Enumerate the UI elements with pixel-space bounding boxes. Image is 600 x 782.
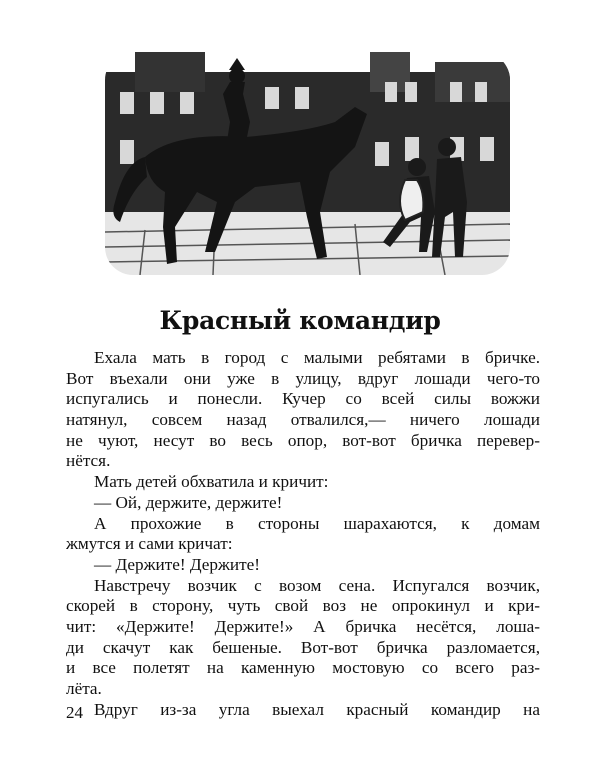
text-line: нётся. [66,451,111,471]
text-line: не чуют, несут во весь опор, вот-вот бричка перевер- [66,430,540,450]
story-text [66,348,540,720]
text-line: Ехала мать в город с малыми ребятами в бричке. [94,348,540,367]
text-line: — Держите! Держите! [94,554,260,574]
text-line: А прохожие в стороны шарахаются, к домам [94,513,540,533]
text-line: лёта. [66,679,102,698]
text-line: скорей в сторону, чуть свой воз не опрокинул и кри- [66,596,540,616]
illustration-red-commander [105,52,510,275]
text-line: натянул, совсем назад отвалился,— ничего лошади [66,410,540,430]
text-line: чит: «Держите! Держите!» А бричка несётся, лоша- [66,616,540,636]
text-line: Вдруг из-за угла выехал красный командир на [94,699,540,719]
text-line: испугались и понесли. Кучер со всей силы вожжи [66,389,540,409]
text-line: Мать детей обхватила и кричит: [94,472,329,492]
text-line: ди скачут как бешеные. Вот-вот бричка разломается, [66,637,540,657]
text-line: и все полетят на каменную мостовую со всего раз- [66,658,540,678]
page-number: 24 [66,703,83,722]
text-line: Навстречу возчик с возом сена. Испугался возчик, [94,575,540,595]
text-line: жмутся и сами кричат: [66,534,233,554]
text-line: — Ой, держите, держите! [94,492,283,512]
text-line: Вот въехали они уже в улицу, вдруг лошади чего-то [66,368,540,388]
story-title: Красный командир [159,306,441,335]
